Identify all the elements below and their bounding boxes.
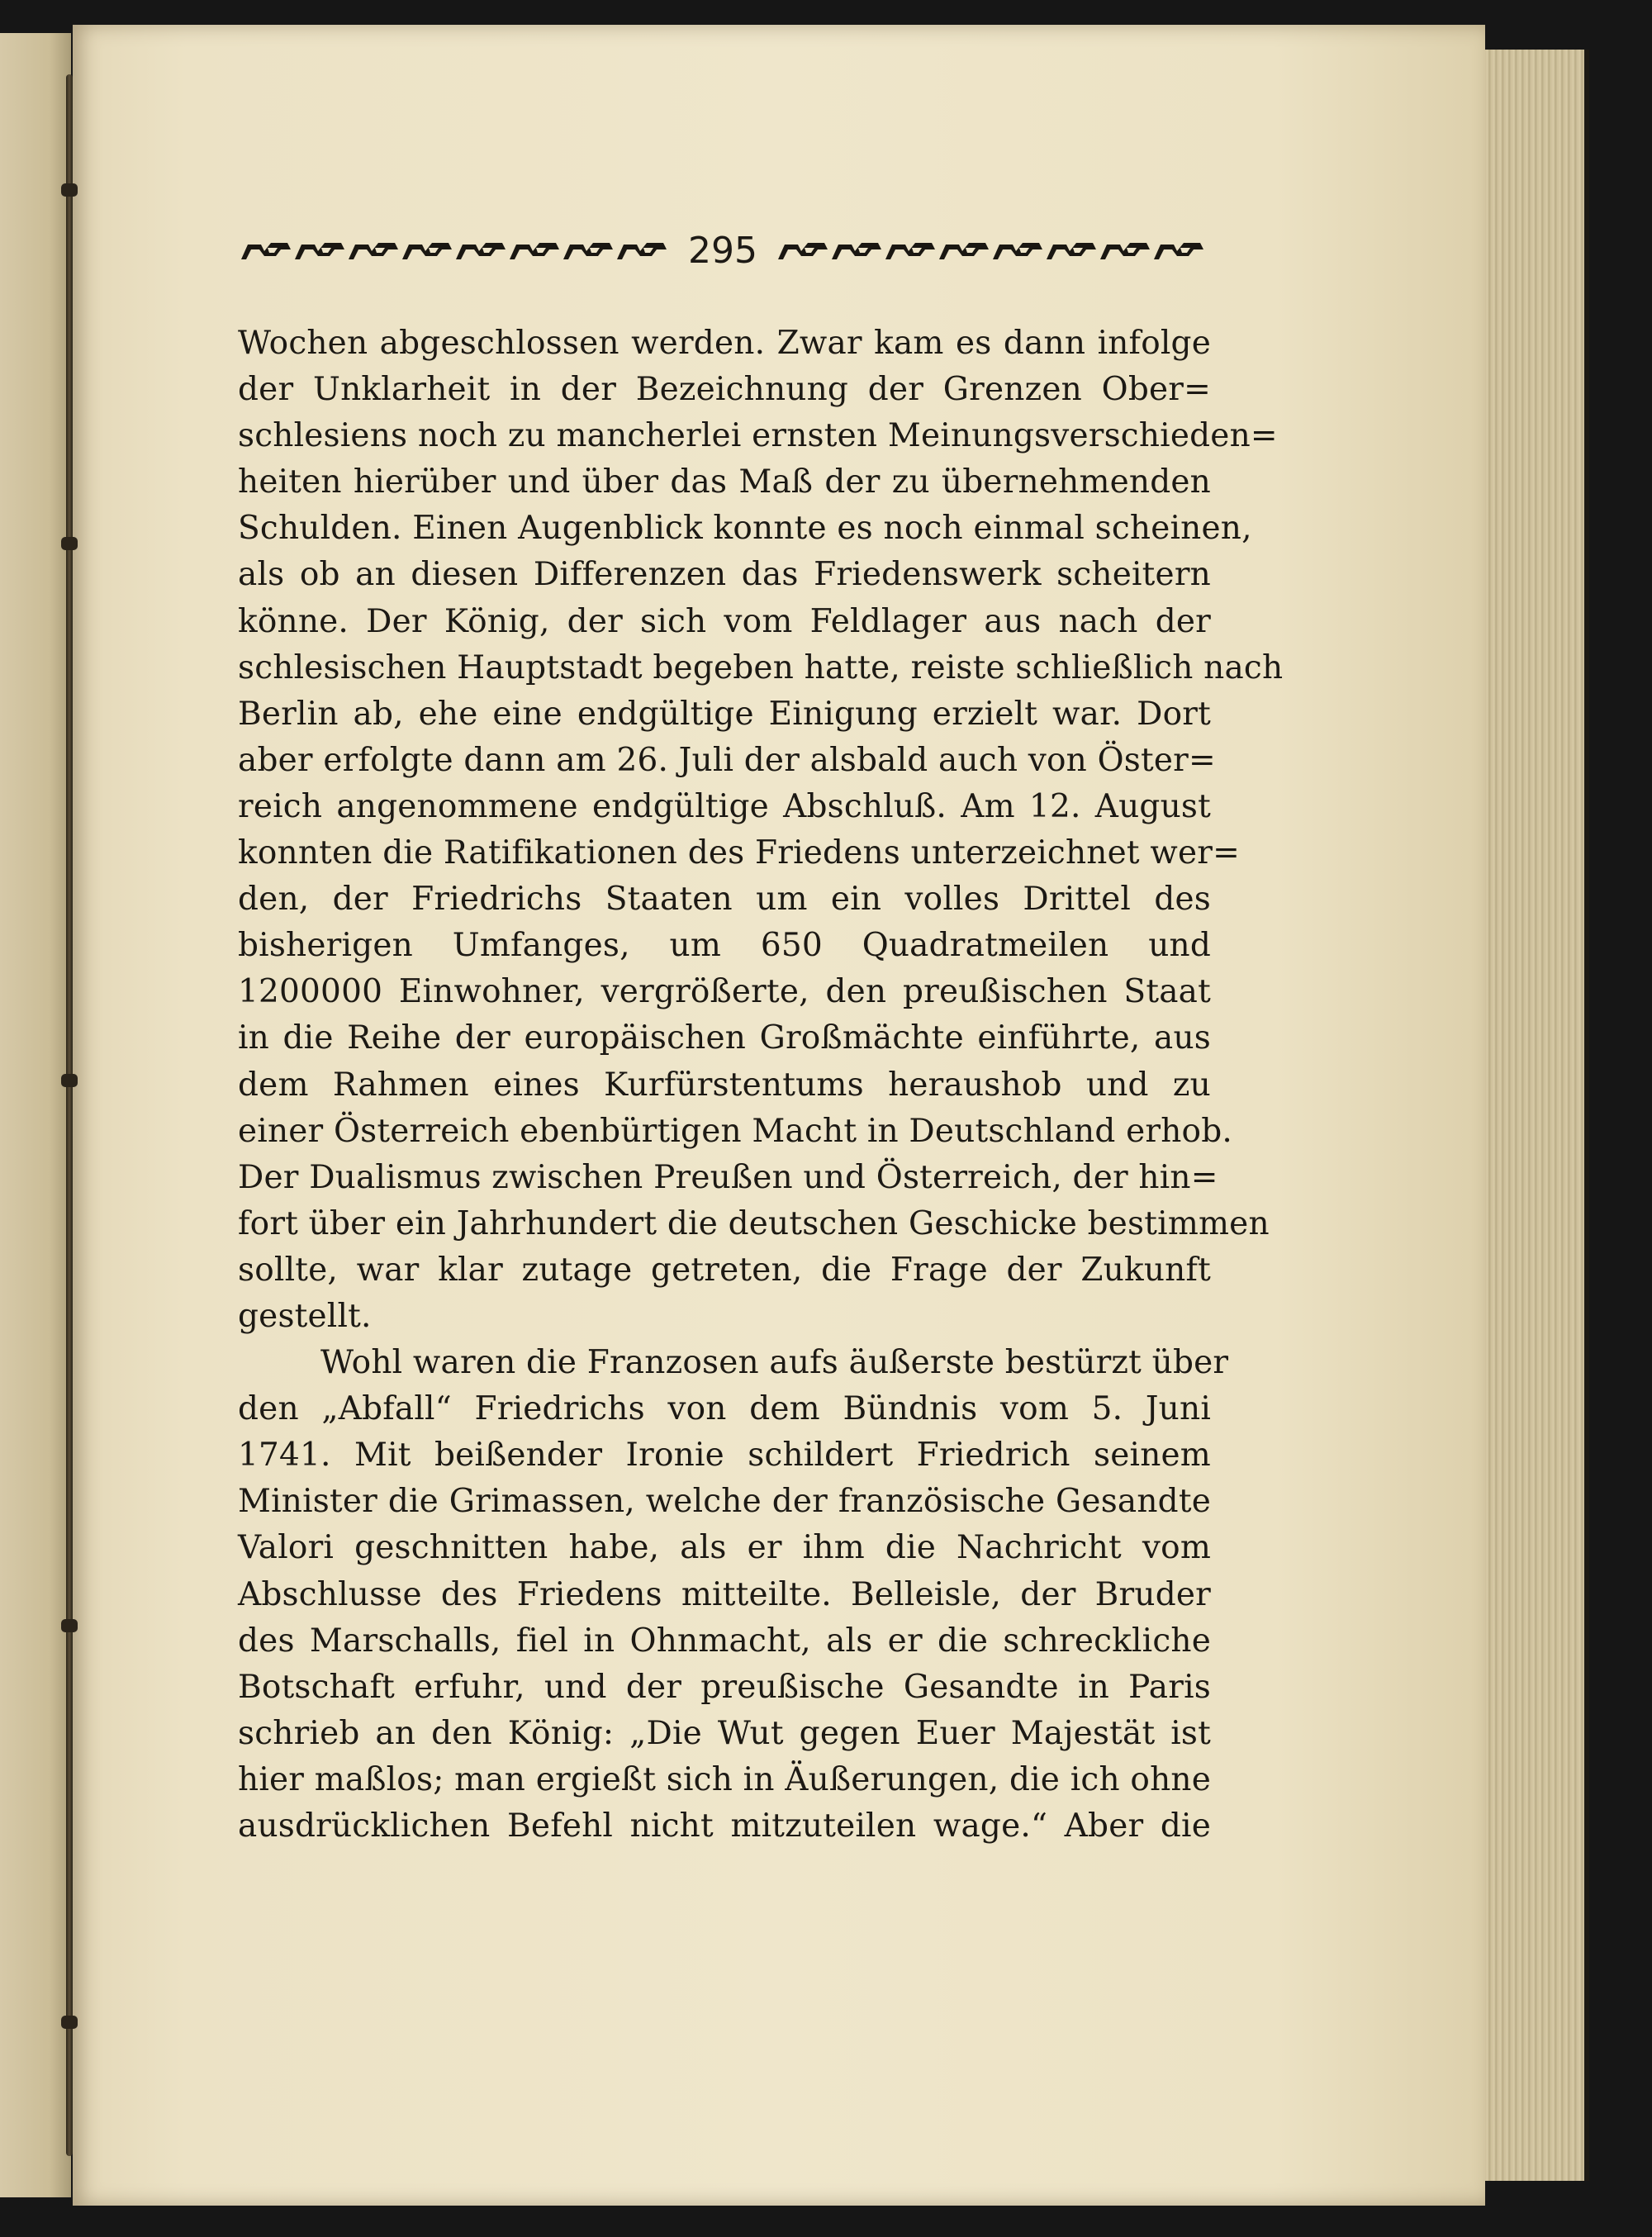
text-line: dem Rahmen eines Kurfürstentums heraushob und zu [238,1066,1211,1104]
text-line: reich angenommene endgültige Abschluß. Am 12. August [238,787,1211,825]
running-head [240,221,1206,279]
text-line: fort über ein Jahrhundert die deutschen Geschicke bestimmen [238,1204,1270,1242]
text-line: schlesischen Hauptstadt begeben hatte, reiste schließlich nach [238,648,1284,686]
text-line: aber erfolgte dann am 26. Juli der alsbald auch von Öster= [238,741,1216,779]
body-text [238,321,1284,1850]
binding-thread [66,74,73,2156]
header-ornament-right [776,235,1206,266]
text-line: heiten hierüber und über das Maß der zu übernehmenden [238,463,1211,501]
text-line: Wochen abgeschlossen werden. Zwar kam es dann infolge [238,325,1211,362]
text-line: Berlin ab, ehe eine endgültige Einigung erzielt war. Dort [238,695,1211,733]
binding-knot [61,1074,78,1087]
text-line: Abschlusse des Friedens mitteilte. Belleisle, der Bruder [238,1575,1211,1613]
text-line: schrieb an den König: „Die Wut gegen Euer Majestät ist [238,1714,1211,1752]
text-line: in die Reihe der europäischen Großmächte einführte, aus [238,1019,1211,1057]
text-line: bisherigen Umfanges, um 650 Quadratmeilen und [238,927,1211,965]
facing-page-edge [0,33,71,2197]
binding-knot [61,537,78,550]
text-line: Wohl waren die Franzosen aufs äußerste bestürzt über [320,1344,1229,1382]
text-line: Schulden. Einen Augenblick konnte es noch einmal scheinen, [238,510,1252,548]
text-line: den, der Friedrichs Staaten um ein volles Drittel des [238,881,1211,919]
binding-knot [61,1619,78,1632]
text-line: Botschaft erfuhr, und der preußische Gesandte in Paris [238,1668,1211,1706]
page-number: 295 [688,229,757,272]
text-line: ausdrücklichen Befehl nicht mitzuteilen wage.“ Aber die [238,1807,1211,1845]
text-line: als ob an diesen Differenzen das Friedenswerk scheitern [238,556,1211,594]
text-line: hier maßlos; man ergießt sich in Äußerungen, die ich ohne [238,1760,1211,1798]
binding-knot [61,2016,78,2029]
header-ornament-left [240,235,669,266]
text-line: konnten die Ratifikationen des Friedens unterzeichnet wer= [238,834,1240,872]
text-line: gestellt. [238,1297,372,1335]
page-edges [1485,50,1589,2181]
text-line: schlesiens noch zu mancherlei ernsten Meinungsverschieden= [238,417,1278,455]
text-line: Minister die Grimassen, welche der französische Gesandte [238,1483,1211,1521]
text-line: des Marschalls, fiel in Ohnmacht, als er die schreckliche [238,1622,1211,1660]
text-line: der Unklarheit in der Bezeichnung der Grenzen Ober= [238,371,1211,409]
text-line: Der Dualismus zwischen Preußen und Österreich, der hin= [238,1158,1218,1196]
binding-knot [61,183,78,197]
text-line: könne. Der König, der sich vom Feldlager aus nach der [238,602,1211,640]
text-line: 1200000 Einwohner, vergrößerte, den preußischen Staat [238,973,1211,1011]
text-line: den „Abfall“ Friedrichs von dem Bündnis vom 5. Juni [238,1390,1211,1428]
text-line: sollte, war klar zutage getreten, die Frage der Zukunft [238,1251,1211,1289]
text-line: 1741. Mit beißender Ironie schildert Friedrich seinem [238,1437,1211,1475]
text-line: Valori geschnitten habe, als er ihm die Nachricht vom [238,1529,1211,1567]
text-line: einer Österreich ebenbürtigen Macht in Deutschland erhob. [238,1112,1233,1150]
